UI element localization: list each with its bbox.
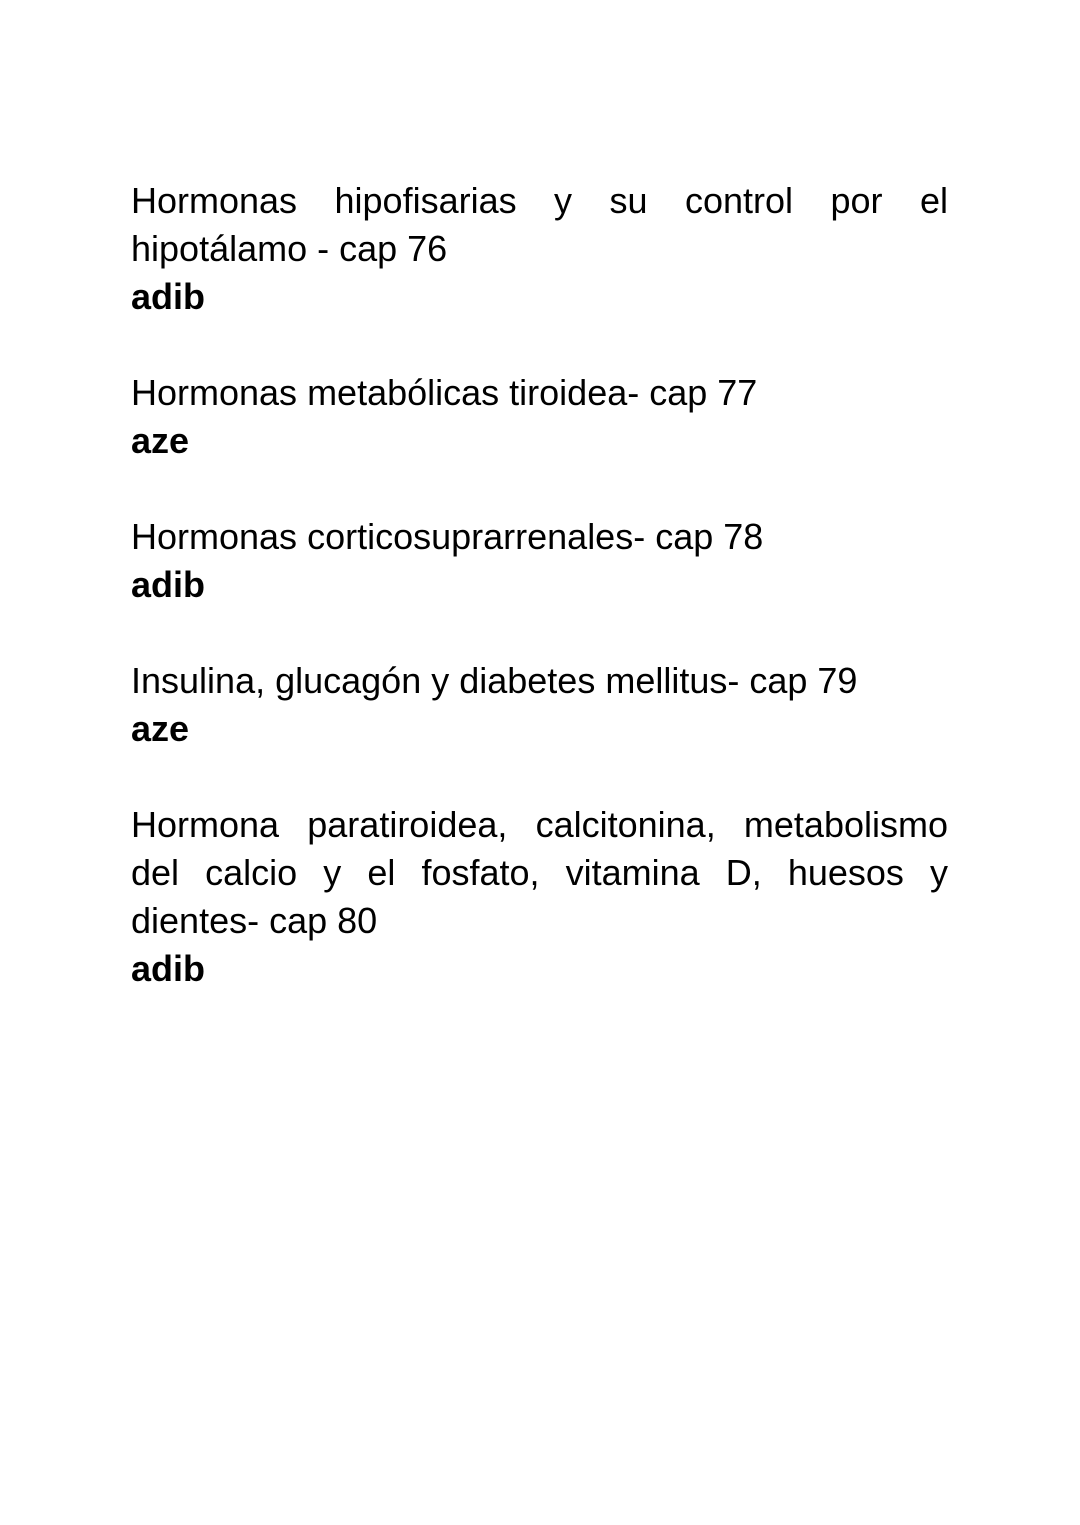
chapter-entry — [131, 801, 948, 993]
chapter-entry — [131, 513, 948, 609]
chapter-title: Hormonas metabólicas tiroidea- cap 77 — [131, 372, 758, 413]
chapter-title: Insulina, glucagón y diabetes mellitus- cap 79 — [131, 660, 858, 701]
chapter-author: adib — [131, 276, 206, 317]
chapter-title: Hormonas corticosuprarrenales- cap 78 — [131, 516, 764, 557]
chapter-entry — [131, 657, 948, 753]
chapter-title: Hormonas hipofisarias y su control por el hipotálamo - cap 76 — [131, 180, 948, 269]
chapter-author: adib — [131, 564, 206, 605]
chapter-author: aze — [131, 708, 190, 749]
chapter-author: adib — [131, 948, 206, 989]
document-body — [131, 177, 948, 1041]
chapter-entry — [131, 369, 948, 465]
chapter-entry — [131, 177, 948, 321]
chapter-author: aze — [131, 420, 190, 461]
chapter-title: Hormona paratiroidea, calcitonina, metabolismo del calcio y el fosfato, vitamina D, huesos y dientes- cap 80 — [131, 804, 948, 941]
